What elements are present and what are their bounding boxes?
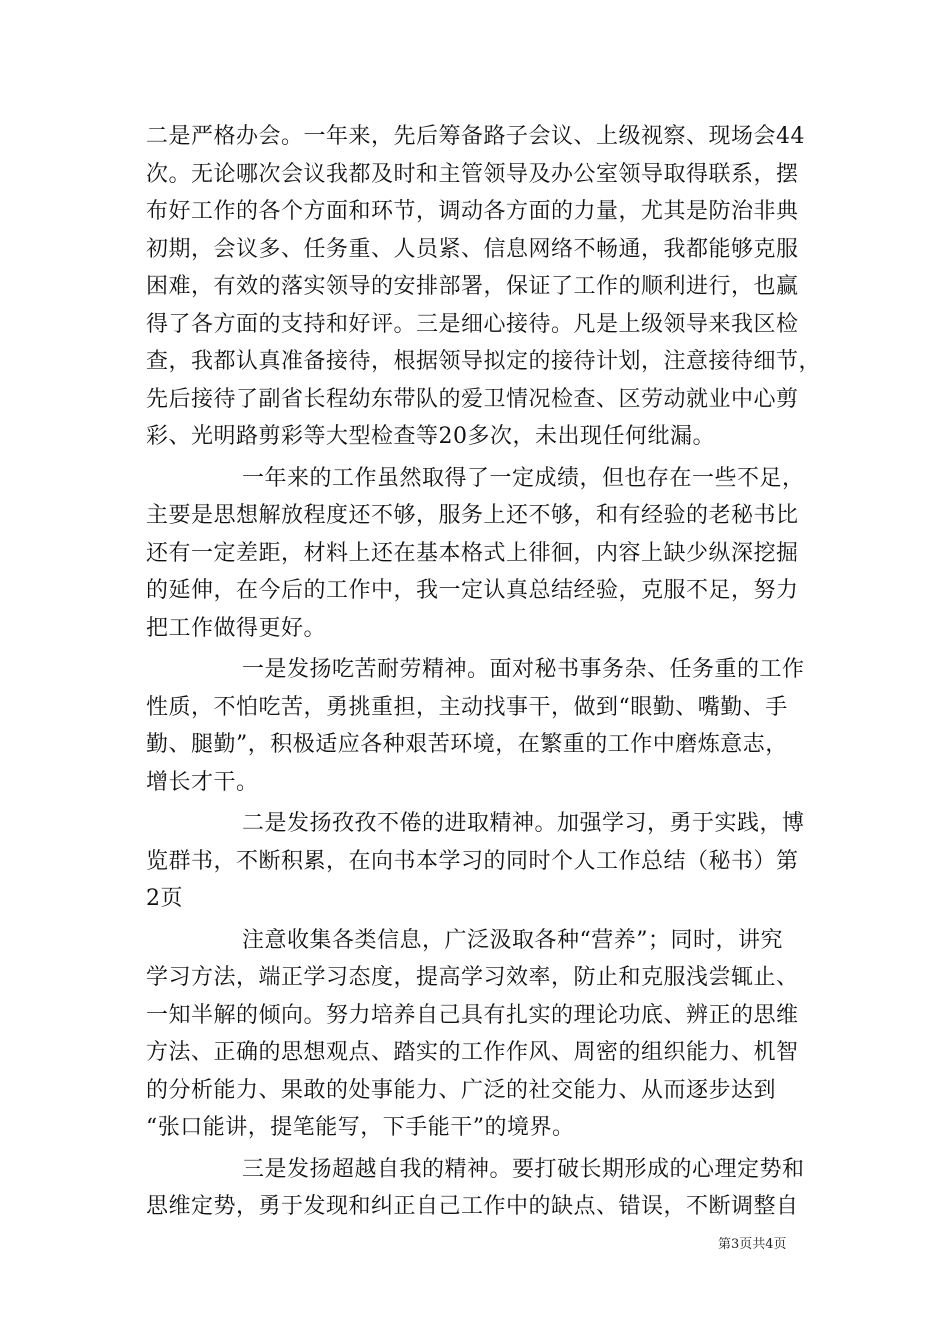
text-line: 学习方法，端正学习态度，提高学习效率，防止和克服浅尝辄止、 xyxy=(146,965,799,990)
page-number-footer: 第3页共4页 xyxy=(718,1237,787,1252)
body-text xyxy=(146,118,822,1226)
text-line: 一知半解的倾向。努力培养自己具有扎实的理论功底、辨正的思维 xyxy=(146,1002,799,1028)
text-line: 次。无论哪次会议我都及时和主管领导及办公室领导取得联系，摆 xyxy=(146,161,799,187)
text-line: 2页 xyxy=(146,886,183,911)
text-line: 性质，不怕吃苦，勇挑重担，主动找事干，做到“眼勤、嘴勤、手 xyxy=(146,694,788,720)
text-line: 览群书，不断积累，在向书本学习的同时个人工作总结（秘书）第 xyxy=(146,848,799,874)
paragraph-start-line: 一是发扬吃苦耐劳精神。面对秘书事务杂、任务重的工作 xyxy=(242,657,805,682)
text-line: 思维定势，勇于发现和纠正自己工作中的缺点、错误，不断调整自 xyxy=(146,1194,799,1219)
text-line: 初期，会议多、任务重、人员紧、信息网络不畅通，我都能够克服 xyxy=(146,236,799,262)
text-line: 的分析能力、果敢的处事能力、广泛的社交能力、从而逐步达到 xyxy=(146,1077,777,1103)
text-line: 先后接待了副省长程幼东带队的爱卫情况检查、区劳动就业中心剪 xyxy=(146,386,799,412)
text-line: 还有一定差距，材料上还在基本格式上徘徊，内容上缺少纵深挖掘 xyxy=(146,540,799,566)
text-line: 方法、正确的思想观点、踏实的工作作风、周密的组织能力、机智 xyxy=(146,1040,799,1065)
text-line: 得了各方面的支持和好评。三是细心接待。凡是上级领导来我区检 xyxy=(146,311,799,337)
text-line: 增长才干。 xyxy=(146,769,259,795)
text-line: 查，我都认真准备接待，根据领导拟定的接待计划，注意接待细节， xyxy=(146,349,822,374)
paragraph-start-line: 一年来的工作虽然取得了一定成绩，但也存在一些不足， xyxy=(242,465,805,491)
paragraph-start-line: 二是发扬孜孜不倦的进取精神。加强学习，勇于实践，博 xyxy=(242,811,805,836)
text-line: 二是严格办会。一年来，先后筹备路子会议、上级视察、现场会44 xyxy=(146,124,805,149)
text-line: 困难，有效的落实领导的安排部署，保证了工作的顺利进行，也赢 xyxy=(146,274,799,299)
text-line: 彩、光明路剪彩等大型检查等20多次，未出现任何纰漏。 xyxy=(146,424,715,449)
paragraph-start-line: 注意收集各类信息，广泛汲取各种“营养”；同时，讲究 xyxy=(242,927,783,953)
text-line: 的延伸，在今后的工作中，我一定认真总结经验，克服不足，努力 xyxy=(146,578,799,603)
text-line: “张口能讲，提笔能写，下手能干”的境界。 xyxy=(146,1115,575,1140)
text-line: 主要是思想解放程度还不够，服务上还不够，和有经验的老秘书比 xyxy=(146,503,799,528)
paragraph-start-line: 三是发扬超越自我的精神。要打破长期形成的心理定势和 xyxy=(242,1156,805,1182)
text-line: 勤、腿勤”，积极适应各种艰苦环境，在繁重的工作中磨炼意志， xyxy=(146,732,788,757)
text-line: 把工作做得更好。 xyxy=(146,615,327,641)
text-line: 布好工作的各个方面和环节，调动各方面的力量，尤其是防治非典 xyxy=(146,199,799,224)
